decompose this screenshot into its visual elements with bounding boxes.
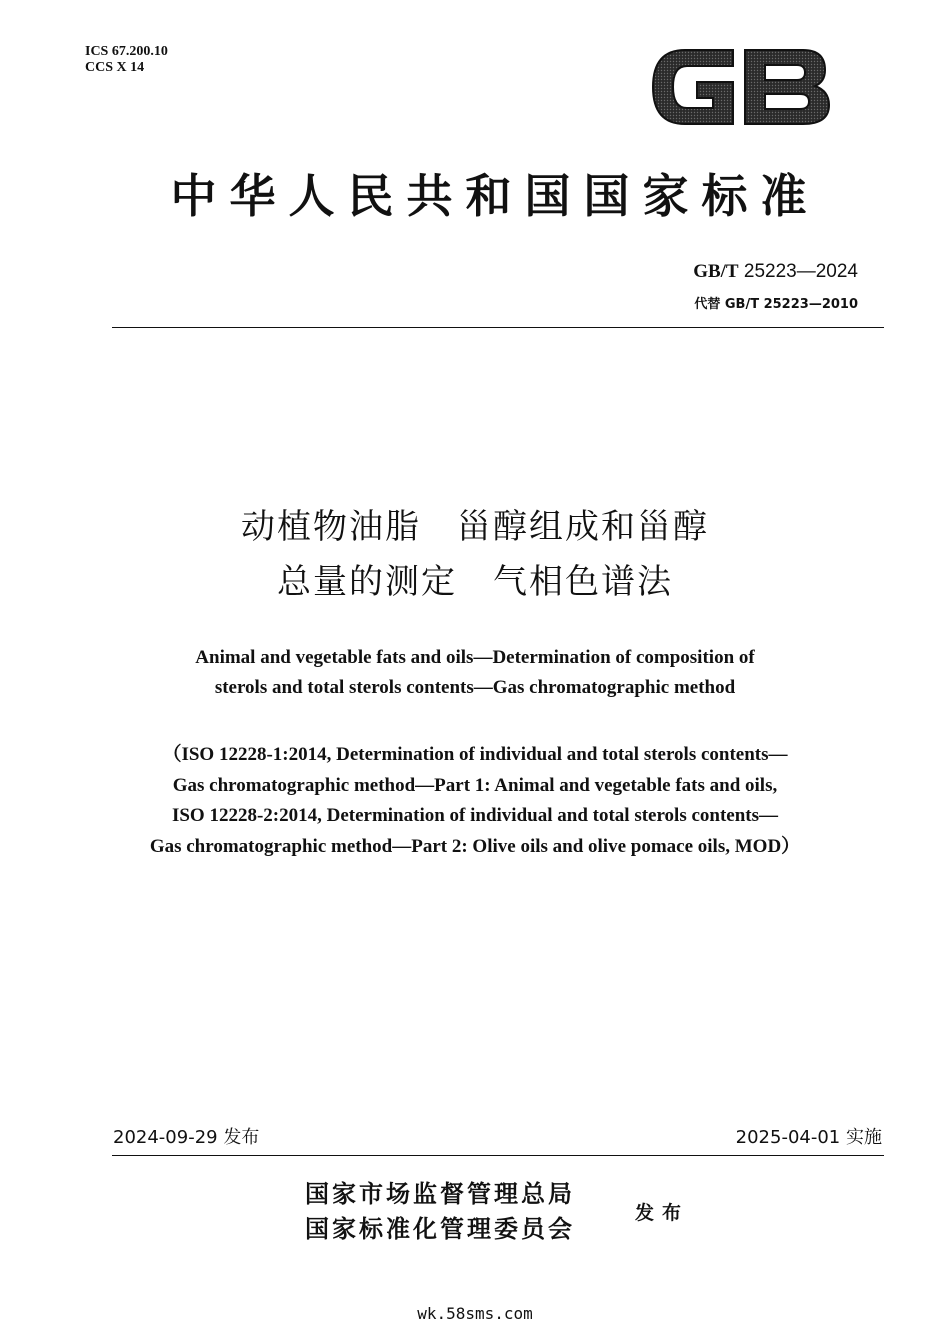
implementation-date: 2025-04-01 实施 <box>735 1127 882 1148</box>
issue-label: 发布 <box>635 1202 690 1224</box>
classification-codes <box>85 44 168 76</box>
issuer-samr: 国家市场监督管理总局 <box>305 1180 575 1208</box>
iso-reference-line1: （ISO 12228-1:2014, Determination of individual and total sterols contents— <box>162 744 788 765</box>
iso-reference-line3: ISO 12228-2:2014, Determination of individual and total sterols contents— <box>171 805 779 826</box>
title-cn-line1: 动植物油脂 甾醇组成和甾醇 <box>241 507 709 547</box>
title-en-line2: sterols and total sterols contents—Gas chromatographic method <box>214 677 736 698</box>
gb-logo-icon <box>645 42 835 132</box>
national-standard-title: 中华人民共和国国家标准 <box>170 169 820 223</box>
iso-reference-line4: Gas chromatographic method—Part 2: Olive oils and olive pomace oils, MOD） <box>149 836 801 857</box>
standard-number <box>693 260 858 284</box>
title-cn-line2: 总量的测定 气相色谱法 <box>277 562 673 602</box>
title-en-line1: Animal and vegetable fats and oils—Determination of composition of <box>195 647 755 668</box>
ics-code: ICS 67.200.10 <box>85 44 168 59</box>
issue-date: 2024-09-29 发布 <box>113 1127 260 1148</box>
replaced-standard: 代替 GB/T 25223—2010 <box>694 297 858 312</box>
watermark-url: wk.58sms.com <box>417 1304 533 1323</box>
ccs-code: CCS X 14 <box>85 60 145 75</box>
issuer-sac: 国家标准化管理委员会 <box>305 1215 575 1243</box>
issuing-authorities <box>305 1177 575 1247</box>
footer-divider <box>112 1155 884 1156</box>
iso-reference-line2: Gas chromatographic method—Part 1: Animal and vegetable fats and oils, <box>172 775 778 796</box>
header-divider <box>112 327 884 328</box>
standard-prefix: GB/T <box>693 261 739 282</box>
standard-code: 25223—2024 <box>743 261 858 282</box>
